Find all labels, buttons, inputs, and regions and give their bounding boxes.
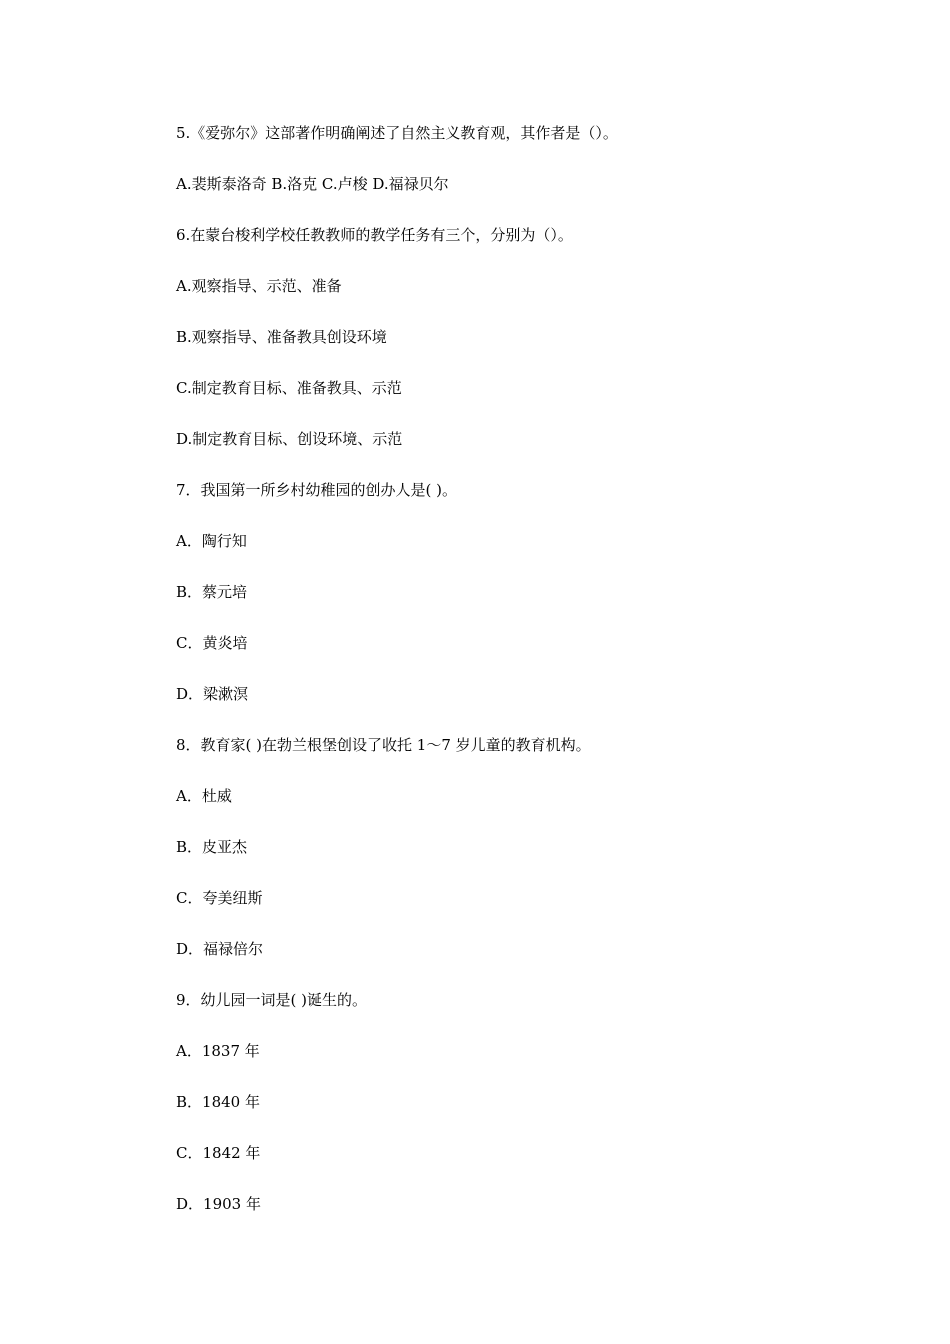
question-6-option-a: A.观察指导、示范、准备 <box>176 277 342 295</box>
question-7-option-b: B．蔡元培 <box>176 583 248 601</box>
question-9-option-b: B．1840 年 <box>176 1093 260 1111</box>
question-8-option-a: A．杜威 <box>176 787 232 805</box>
question-6-option-b: B.观察指导、准备教具创设环境 <box>176 328 387 346</box>
question-9-option-d: D．1903 年 <box>176 1195 261 1213</box>
question-8-option-b: B．皮亚杰 <box>176 838 248 856</box>
question-8-option-c: C．夸美纽斯 <box>176 889 263 907</box>
question-7-option-c: C．黄炎培 <box>176 634 248 652</box>
question-9-option-c: C．1842 年 <box>176 1144 261 1162</box>
question-6-text: 6.在蒙台梭利学校任教教师的教学任务有三个，分别为（）。 <box>176 226 573 244</box>
question-5-text: 5.《爱弥尔》这部著作明确阐述了自然主义教育观，其作者是（）。 <box>176 124 618 142</box>
question-9-text: 9．幼儿园一词是( )诞生的。 <box>176 991 368 1009</box>
question-6-option-d: D.制定教育目标、创设环境、示范 <box>176 430 403 448</box>
question-8-option-d: D．福禄倍尔 <box>176 940 264 958</box>
question-7-option-a: A．陶行知 <box>176 532 247 550</box>
question-8-text: 8．教育家( )在勃兰根堡创设了收托 1～7 岁儿童的教育机构。 <box>176 736 591 754</box>
question-7-text: 7．我国第一所乡村幼稚园的创办人是( )。 <box>176 481 458 499</box>
question-5-options: A.裴斯泰洛奇 B.洛克 C.卢梭 D.福禄贝尔 <box>176 175 449 193</box>
document-body <box>176 120 816 1242</box>
question-6-option-c: C.制定教育目标、准备教具、示范 <box>176 379 402 397</box>
question-7-option-d: D．梁漱溟 <box>176 685 249 703</box>
question-9-option-a: A．1837 年 <box>176 1042 260 1060</box>
